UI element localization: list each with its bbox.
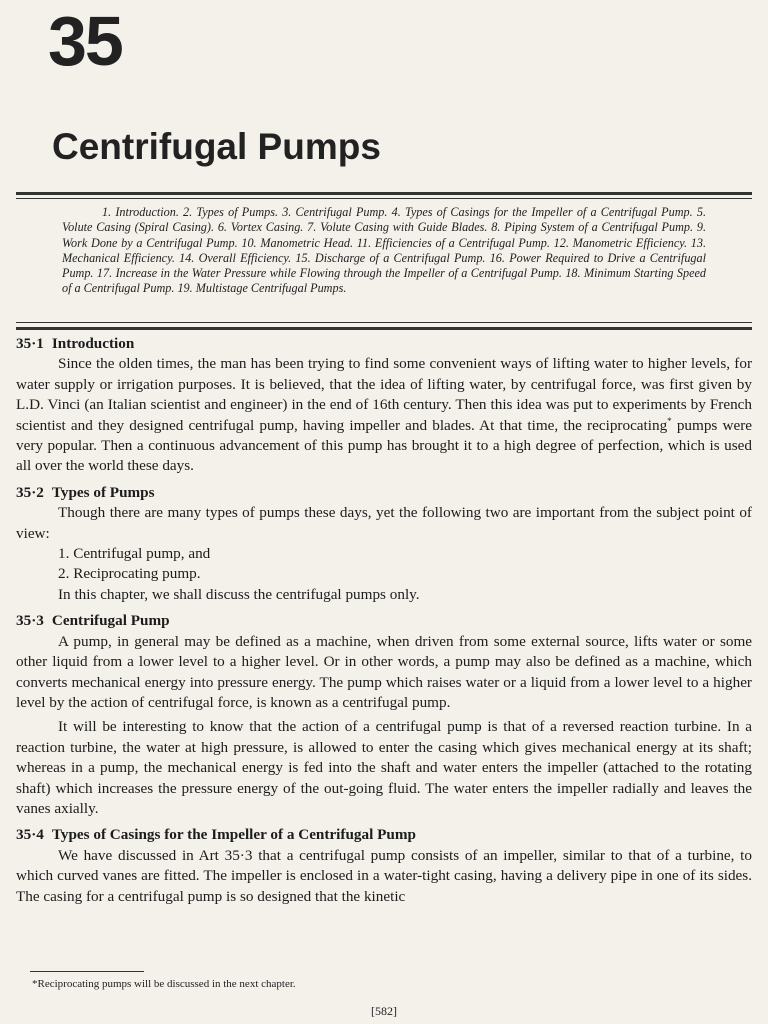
paragraph: A pump, in general may be defined as a machine, when driven from some external source, lifts water or some other liquid from a lower level to a higher level. Or in other words, a pump may also be defined as a machine, which converts mechanical energy into pressure energy. The pump which raises water or a liquid from a lower level to a higher level by the action of centrifugal force, is known as a centrifugal pump. (16, 632, 752, 711)
paragraph: In this chapter, we shall discuss the centrifugal pumps only. (58, 585, 420, 603)
section-title: Centrifugal Pump (51, 612, 170, 630)
chapter-number: 35 (48, 2, 122, 80)
section-number: 35·1 (16, 335, 44, 352)
footnote-marker: * (32, 978, 38, 990)
section-types-of-pumps (16, 483, 752, 605)
section-introduction (16, 334, 752, 477)
section-heading (16, 825, 752, 845)
section-title: Introduction (51, 335, 135, 352)
section-title: Types of Casings for the Impeller of a Centrifugal Pump (51, 826, 416, 844)
list-item: 2. Reciprocating pump. (58, 565, 201, 583)
section-types-of-casings (16, 825, 752, 907)
section-number: 35·4 (16, 826, 44, 844)
footnote-marker: * (667, 415, 672, 426)
footnote-text: Reciprocating pumps will be discussed in the next chapter. (37, 978, 296, 990)
section-centrifugal-pump (16, 611, 752, 819)
paragraph: It will be interesting to know that the action of a centrifugal pump is that of a reversed reaction turbine. In a reaction turbine, the water at high pressure, is allowed to enter the casing which gives mechanical energy at its shaft; whereas in a pump, the mechanical energy is fed into the shaft and water enters the impeller (attached to the rotating shaft) which increases the pressure energy of the out-going fluid. The water enters the impeller radially and leaves the vanes axially. (16, 718, 752, 817)
divider-rule (16, 198, 752, 199)
page-number: [582] (371, 1004, 397, 1018)
paragraph: We have discussed in Art 35·3 that a centrifugal pump consists of an impeller, similar to that of a turbine, to which curved vanes are fitted. The impeller is enclosed in a water-tight casing, having a delivery pipe in one of its sides. The casing for a centrifugal pump is so designed that the kinetic (16, 846, 752, 905)
chapter-title: Centrifugal Pumps (52, 126, 381, 167)
paragraph-text: pumps were very popular. Then a continuous advancement of this pump has brought it to a high degree of perfection, which is used all over the world these days. (16, 416, 752, 475)
list-item: 1. Centrifugal pump, and (58, 545, 211, 563)
divider-rule (16, 192, 752, 195)
footnote (32, 978, 296, 990)
paragraph: Though there are many types of pumps these days, yet the following two are important from the subject point of view: (16, 504, 752, 542)
section-number: 35·2 (16, 483, 44, 501)
paragraph-text: Since the olden times, the man has been trying to find some convenient ways of lifting water to higher levels, for water supply or irrigation purposes. It is believed, that the idea of lifting water, by centrifugal force, was first given by L.D. Vinci (an Italian scientist and engineer) in the end of 16th century. Then this idea was put to experiments by French scientist and they designed centrifugal pump, having impeller and blades. At that time, the reciprocating (16, 355, 752, 434)
chapter-body (16, 334, 752, 913)
divider-rule (16, 327, 752, 330)
section-heading (16, 483, 752, 503)
footnote-rule (30, 971, 144, 972)
section-heading (16, 611, 752, 631)
divider-rule (16, 322, 752, 323)
chapter-contents: 1. Introduction. 2. Types of Pumps. 3. Centrifugal Pump. 4. Types of Casings for the Impeller of a Centrifugal Pump. 5. Volute Casing (Spiral Casing). 6. Vortex Casing. 7. Volute Casing with Guide Blades. 8. Piping System of a Centrifugal Pump. 9. Work Done by a Centrifugal Pump. 10. Manometric Head. 11. Efficiencies of a Centrifugal Pump. 12. Manometric Efficiency. 13. Mechanical Efficiency. 14. Overall Efficiency. 15. Discharge of a Centrifugal Pump. 16. Power Required to Drive a Centrifugal Pump. 17. Increase in the Water Pressure while Flowing through the Impeller of a Centrifugal Pump. 18. Minimum Starting Speed of a Centrifugal Pump. 19. Multistage Centrifugal Pumps. (62, 205, 706, 296)
paragraph (16, 354, 752, 476)
section-title: Types of Pumps (51, 483, 155, 501)
section-heading (16, 334, 752, 354)
section-number: 35·3 (16, 612, 44, 630)
